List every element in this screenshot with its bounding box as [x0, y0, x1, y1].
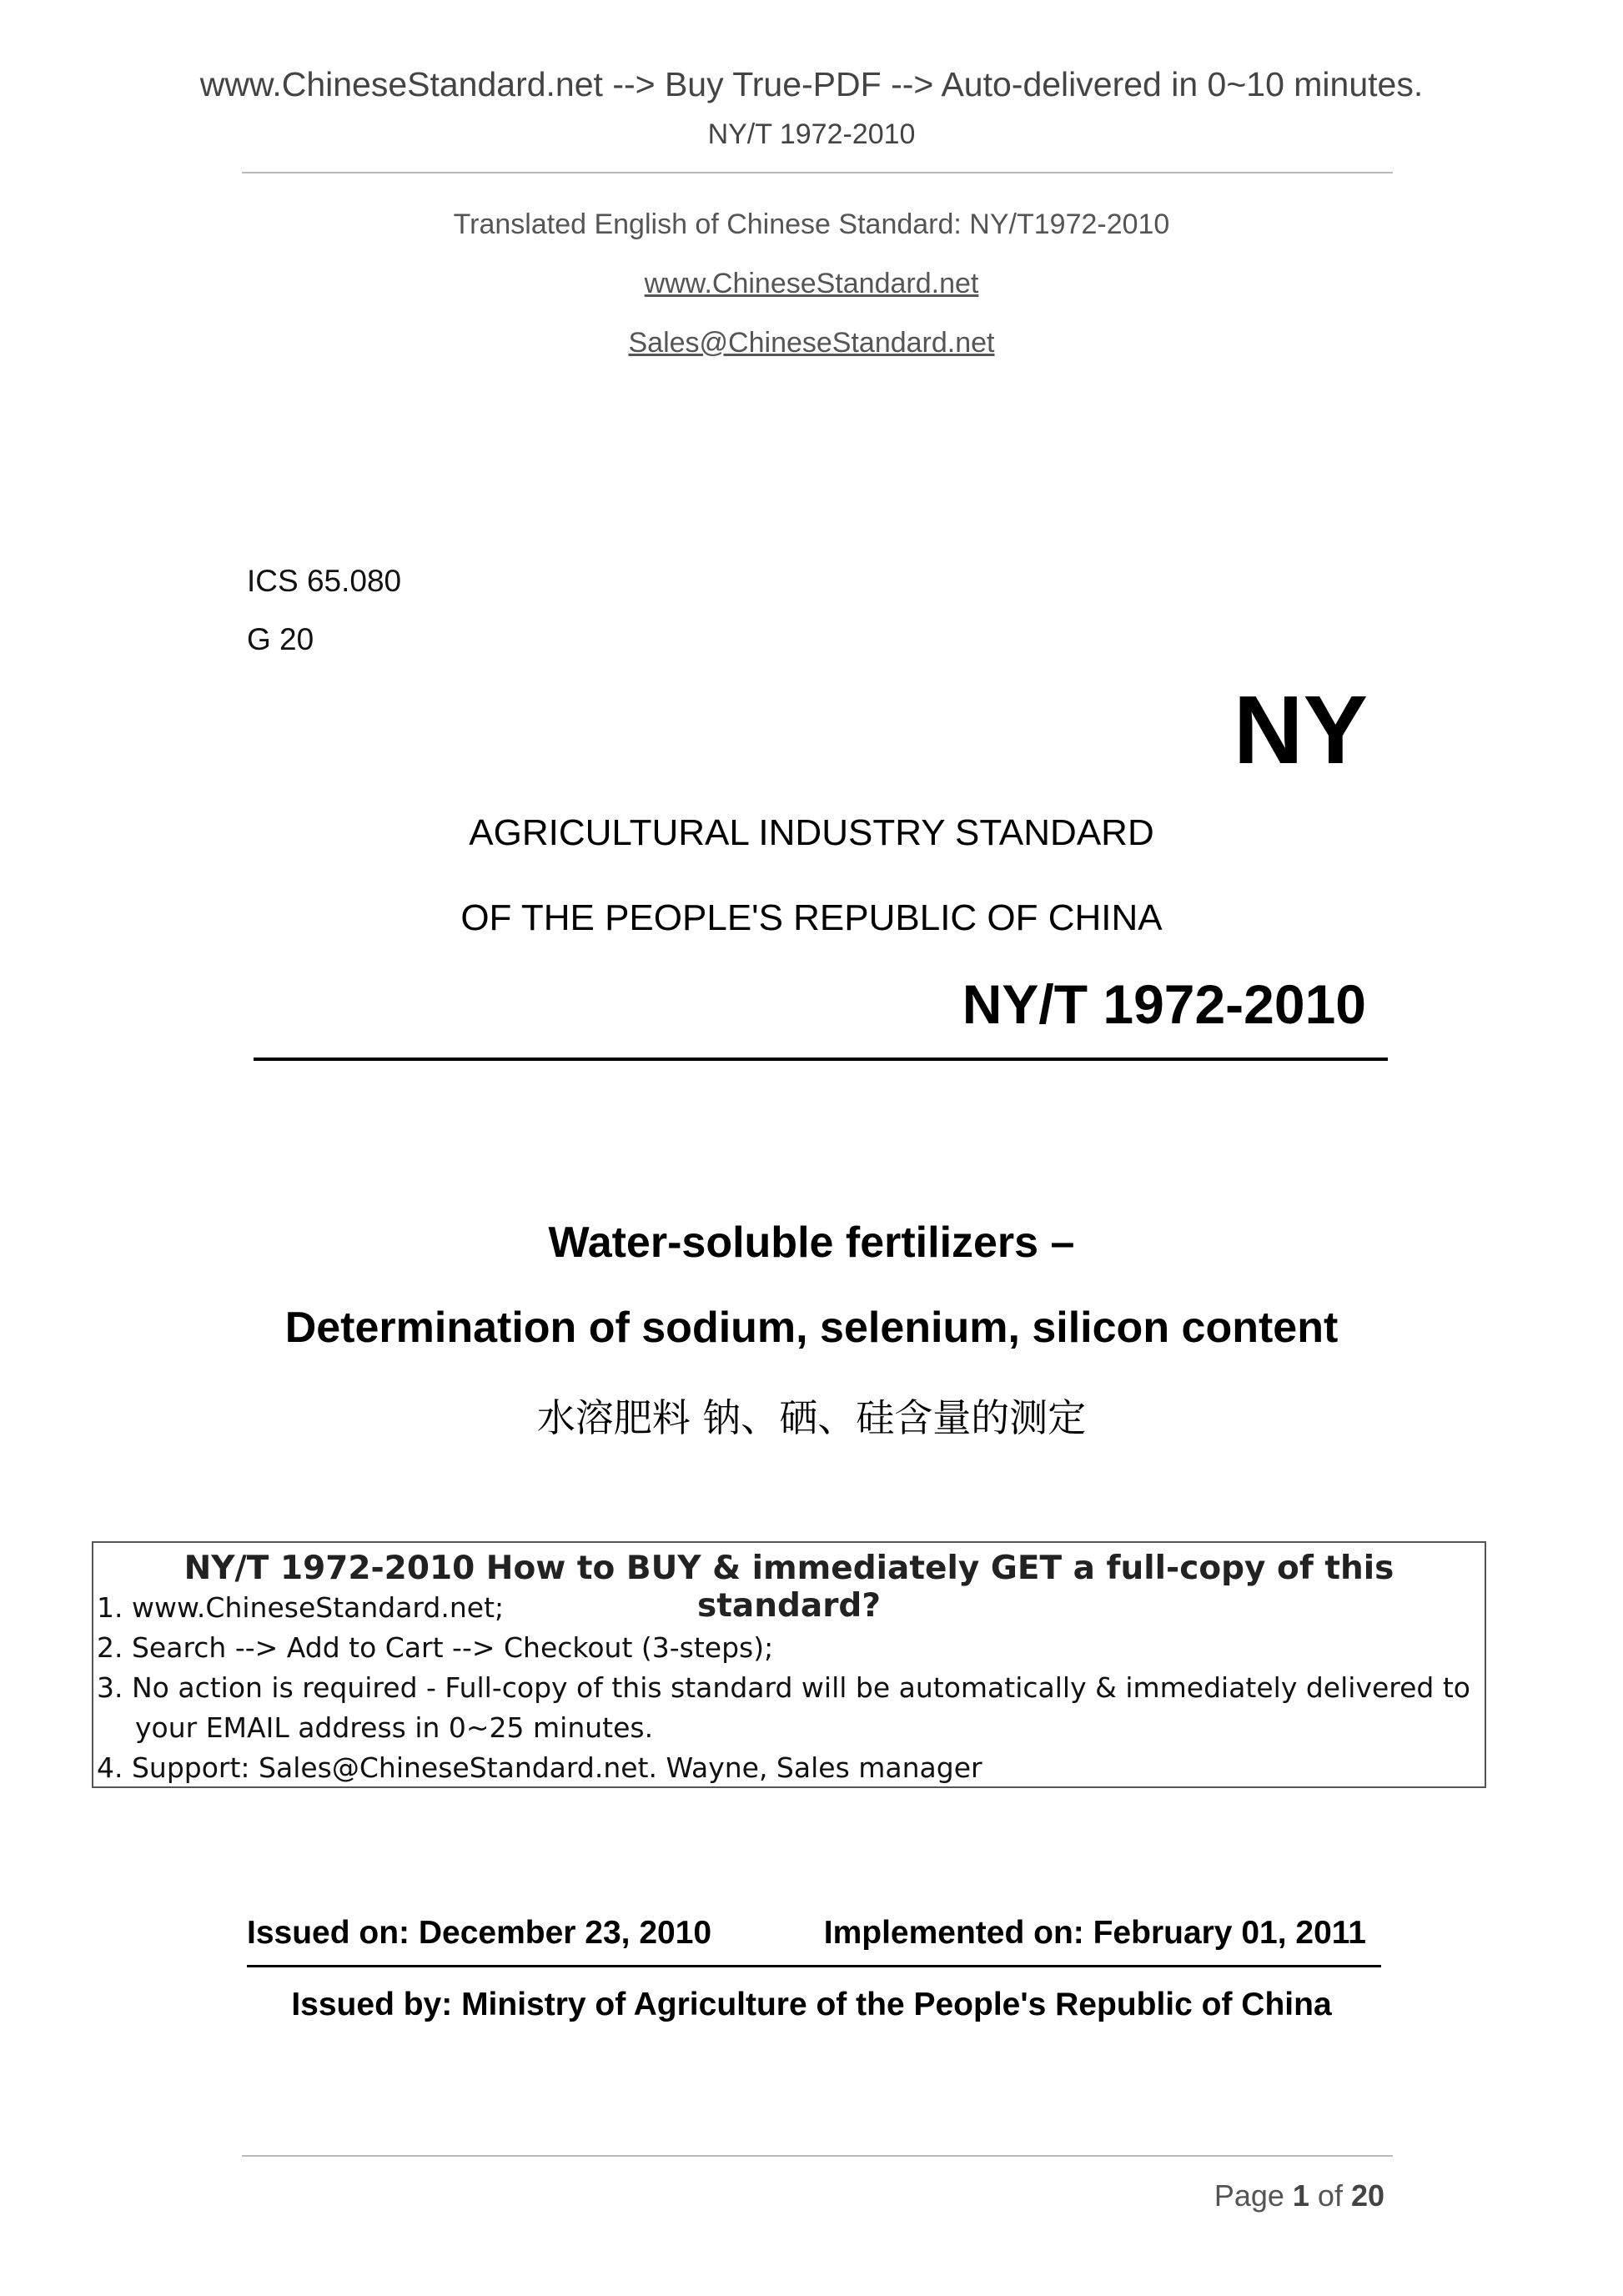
doc-title-line-1: Water-soluble fertilizers –	[548, 1218, 1075, 1267]
page-prefix: Page	[1213, 2178, 1293, 2213]
group-code: G 20	[247, 622, 314, 656]
page-current: 1	[1292, 2178, 1309, 2213]
standard-code: NY/T 1972-2010	[962, 973, 1366, 1035]
page-number	[1214, 2178, 1384, 2213]
website-link-row	[0, 268, 1623, 300]
email-link-row	[0, 327, 1623, 359]
doc-title-line-2: Determination of sodium, selenium, silicon content	[284, 1304, 1339, 1352]
buy-step-2: 2. Search --> Add to Cart --> Checkout (3-steps);	[97, 1631, 774, 1664]
buy-step-1: 1. www.ChineseStandard.net;	[97, 1591, 505, 1624]
issued-date: Issued on: December 23, 2010	[247, 1915, 712, 1951]
translated-note: Translated English of Chinese Standard: NY/T1972-2010	[453, 208, 1170, 240]
buy-step-3: 3. No action is required - Full-copy of this standard will be automatically & immediately delivered to	[97, 1671, 1470, 1704]
dates-divider	[247, 1965, 1381, 1967]
ics-code: ICS 65.080	[247, 564, 402, 598]
buy-box-heading: NY/T 1972-2010 How to BUY & immediately GET a full-copy of this standard?	[183, 1550, 1394, 1625]
buy-step-3-cont: your EMAIL address in 0~25 minutes.	[135, 1711, 654, 1744]
header-banner: www.ChineseStandard.net --> Buy True-PDF --> Auto-delivered in 0~10 minutes.	[199, 65, 1424, 103]
code-divider	[254, 1058, 1388, 1061]
page-total: 20	[1350, 2178, 1384, 2213]
header-divider	[242, 172, 1393, 173]
buy-instructions-box	[92, 1541, 1486, 1788]
website-link[interactable]: www.ChineseStandard.net	[644, 268, 979, 299]
implemented-date: Implemented on: February 01, 2011	[823, 1915, 1366, 1951]
standard-mark: NY	[1233, 676, 1368, 784]
email-link[interactable]: Sales@ChineseStandard.net	[628, 327, 995, 359]
standard-line-1: AGRICULTURAL INDUSTRY STANDARD	[469, 812, 1154, 853]
standard-line-2: OF THE PEOPLE'S REPUBLIC OF CHINA	[460, 897, 1163, 938]
buy-step-4: 4. Support: Sales@ChineseStandard.net. Wayne, Sales manager	[97, 1751, 982, 1784]
header-doc-code: NY/T 1972-2010	[707, 118, 916, 150]
doc-title-chinese: 水溶肥料 钠、硒、硅含量的测定	[536, 1395, 1087, 1440]
footer-divider	[242, 2155, 1393, 2157]
page-of: of	[1309, 2178, 1351, 2213]
issued-by: Issued by: Ministry of Agriculture of the People's Republic of China	[291, 1987, 1332, 2022]
